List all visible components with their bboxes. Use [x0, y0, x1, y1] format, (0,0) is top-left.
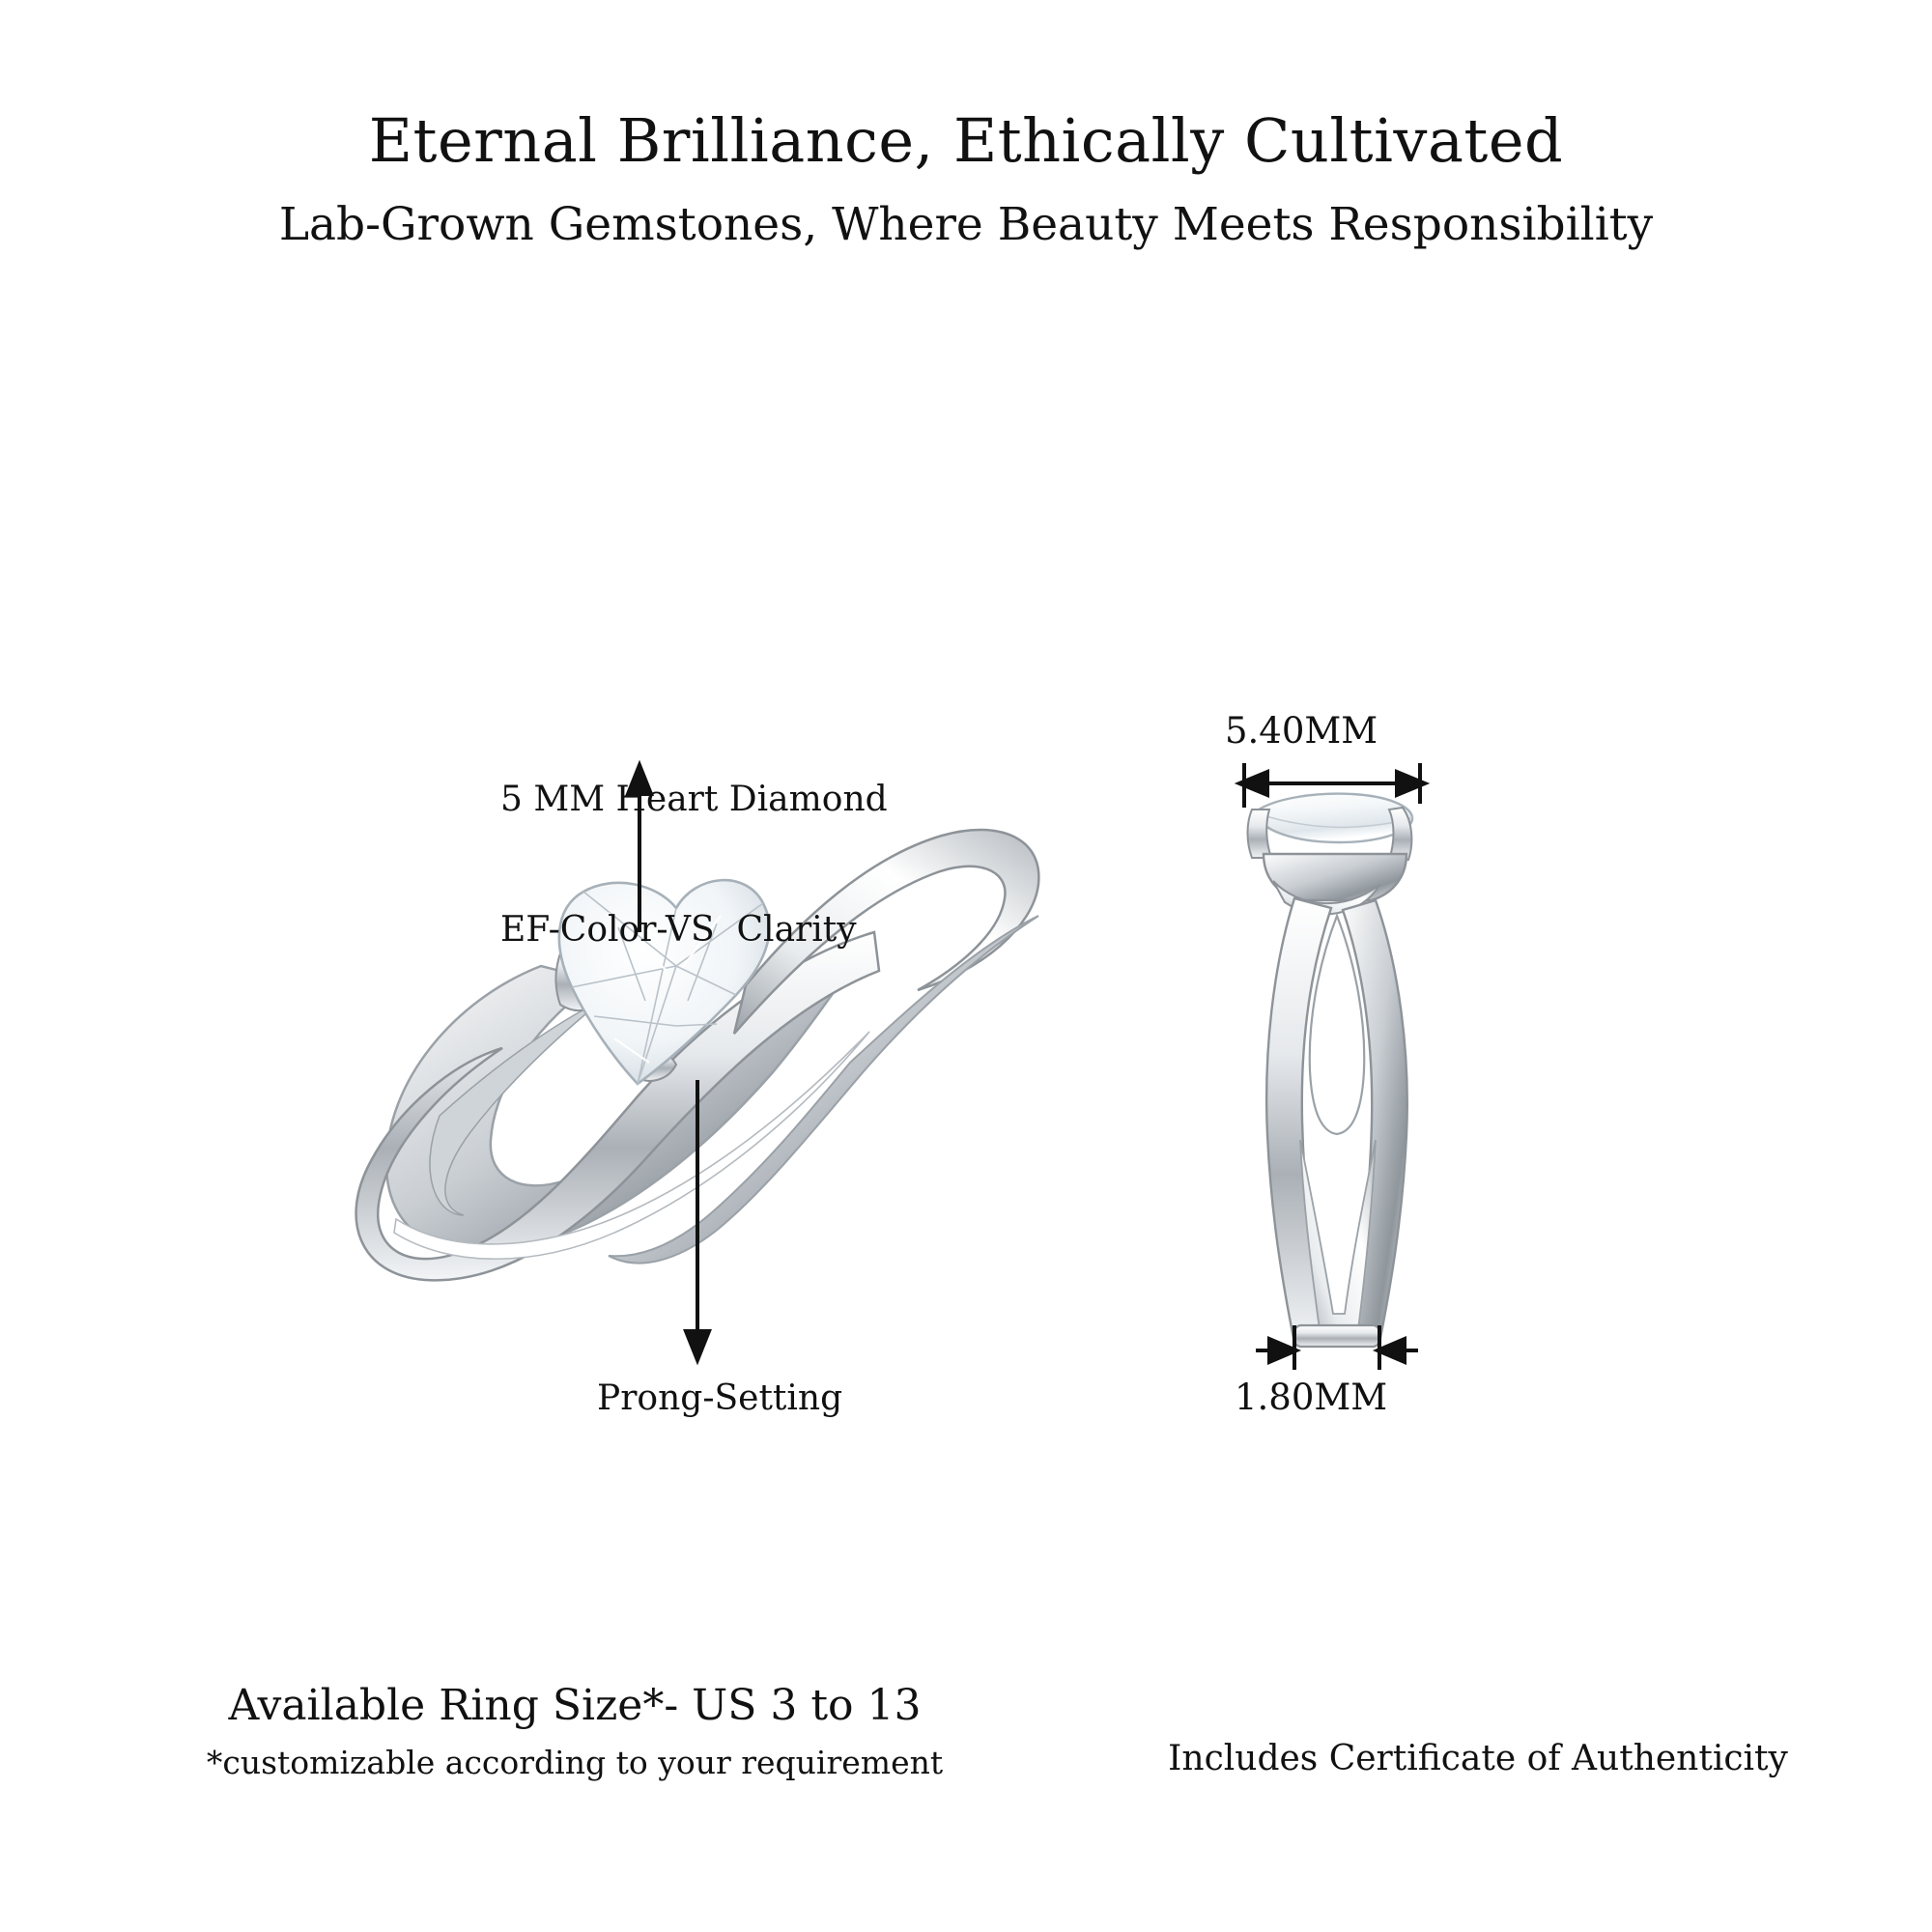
side-band-bottom: [1294, 1325, 1379, 1347]
page-subtitle: Lab-Grown Gemstones, Where Beauty Meets Responsibility: [278, 198, 1654, 252]
stone-callout: [500, 691, 888, 1038]
setting-callout: Prong-Setting: [597, 1378, 843, 1418]
side-view-gem: [1256, 794, 1412, 842]
certificate-note: Includes Certificate of Authenticity: [1168, 1739, 1788, 1778]
width-dimension-label: 5.40MM: [1225, 710, 1378, 752]
page-title: Eternal Brilliance, Ethically Cultivated: [368, 105, 1564, 176]
stone-callout-line2: EF-Color-VS Clarity: [500, 910, 857, 950]
arrow-left-icon: [1378, 1339, 1405, 1362]
ring-side-view: [1248, 794, 1413, 1347]
side-prong-left: [1248, 810, 1272, 858]
ring-size-text: Available Ring Size*- US 3 to 13: [228, 1681, 922, 1730]
arrow-down-icon: [686, 1331, 709, 1360]
ring-size-note: *customizable according to your requirement: [206, 1744, 944, 1781]
arrow-right-icon: [1269, 1339, 1296, 1362]
band-dimension-label: 1.80MM: [1235, 1377, 1388, 1418]
ring-size-info: [188, 1681, 961, 1781]
stone-callout-line1: 5 MM Heart Diamond: [500, 780, 888, 819]
